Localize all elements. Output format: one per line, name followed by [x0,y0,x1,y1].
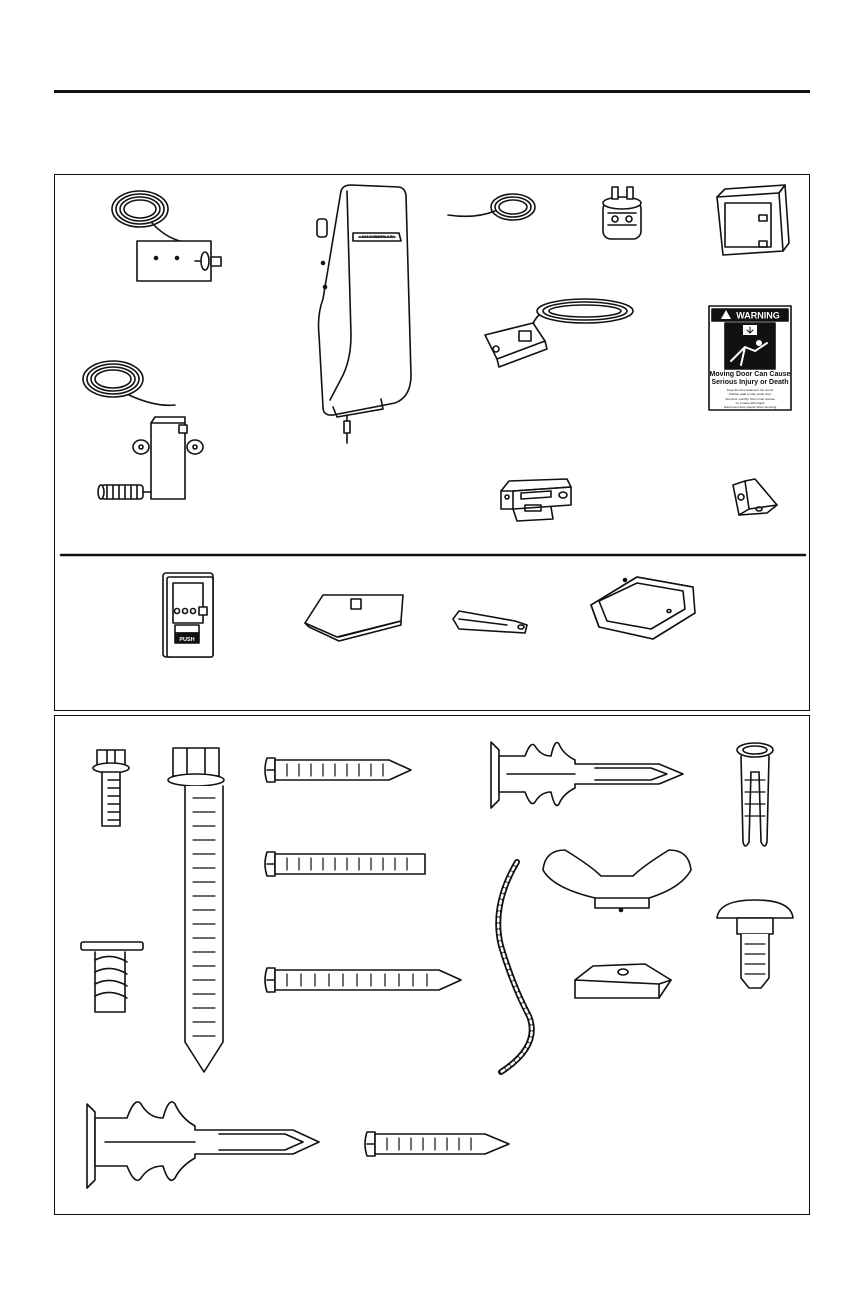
opener-motor-unit [317,185,411,443]
warning-label-line1: Moving Door Can Cause [709,371,791,378]
l-bracket [733,479,777,515]
release-key [453,611,527,633]
torsion-clamp [603,187,641,239]
wall-control [163,573,213,657]
mounting-bracket [501,479,571,521]
hex-flange-bolt [93,750,129,826]
carton-inventory-panel [54,174,810,711]
warning-label-line2: Serious Injury or Death [711,379,789,386]
warning-label-fine2: children walk or play under door [728,392,772,396]
lag-screw [168,748,224,1072]
header-rule [54,90,810,93]
warning-label-fine4: on contact with object [735,401,765,405]
warning-label-header: WARNING [736,310,780,321]
carriage-bolt [717,900,793,988]
plastic-wall-anchor [737,743,773,846]
self-tapping-screw [81,942,143,1012]
wall-control-push-label: PUSH [179,637,195,643]
warning-label-fine5: Disconnect door opener when servicing [723,405,777,409]
pan-head-screw-3 [265,968,461,992]
warning-label [709,306,791,410]
wing-nut [543,850,691,912]
safety-sensor-with-cord [485,299,633,367]
warning-label-fine1: Keep the door balanced. Do not let [726,388,774,392]
wire-coil [448,194,535,220]
accessory-box [717,185,789,255]
pan-head-screw-2 [265,852,425,876]
pan-head-screw-1 [265,758,411,782]
light-lens-cover [591,577,695,639]
release-rope [498,862,532,1072]
opener-brand-text: CHAMBERLAIN [361,234,395,239]
warning-label-fine3: Test door monthly. Door must reverse [725,397,775,401]
remote-control [305,595,403,641]
drywall-anchor-2 [87,1102,319,1188]
power-cord-assembly [112,191,221,281]
hardware-bag-panel [54,715,810,1215]
drywall-anchor-1 [491,742,683,808]
rope-handle [575,964,671,998]
cable-tension-monitor [83,361,203,499]
pan-head-screw-4 [365,1132,509,1156]
